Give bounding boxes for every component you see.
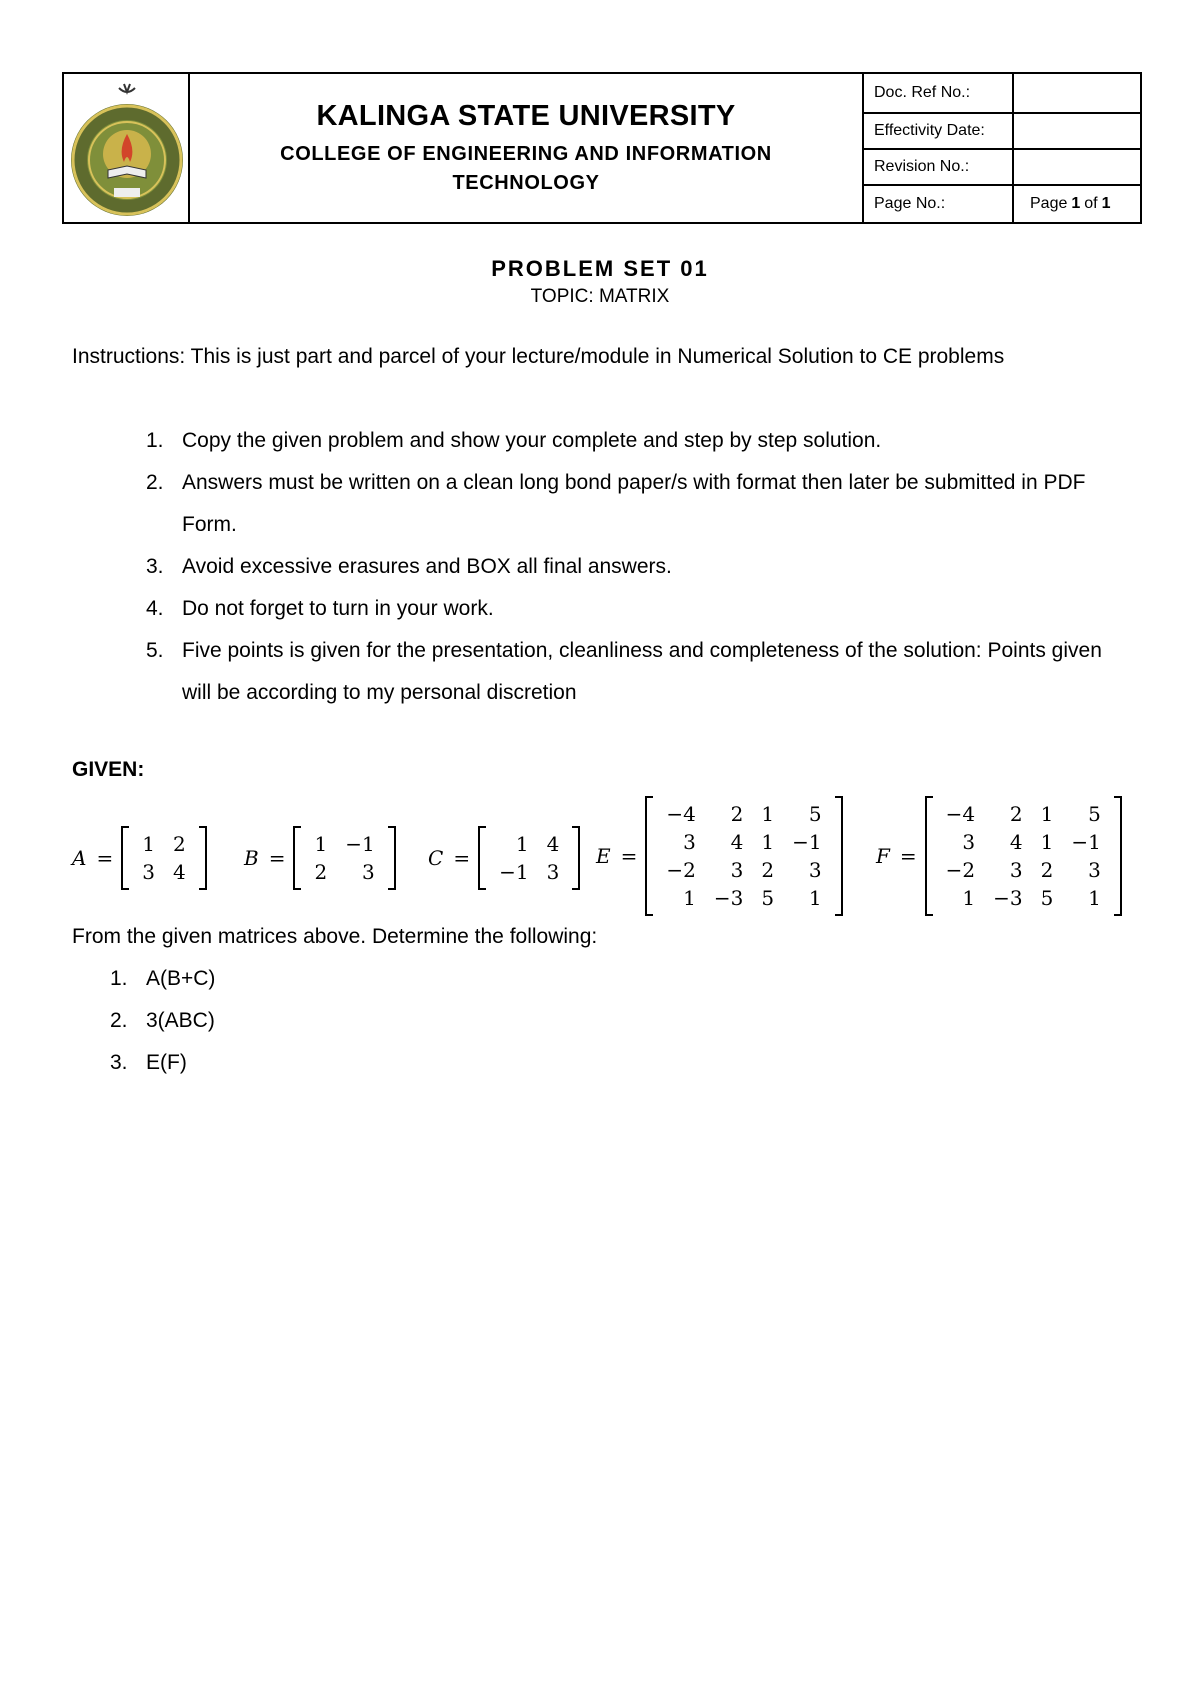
page-word: Page (1030, 195, 1068, 212)
matrix-cell: 2 (1040, 858, 1054, 882)
logo-cell (64, 74, 190, 222)
matrix-grid (937, 800, 1110, 912)
matrix-cell: −1 (1071, 830, 1101, 854)
matrix-cell: 1 (1040, 802, 1054, 826)
matrix-cell: 1 (808, 886, 822, 910)
doc-ref-value (1014, 74, 1140, 112)
matrix-cell: −4 (666, 802, 696, 826)
matrix-cell: 1 (515, 832, 529, 856)
matrix-cell: −2 (945, 858, 976, 882)
matrix-row (133, 830, 194, 858)
matrix-cell: 3 (808, 858, 822, 882)
matrix-brackets (925, 796, 1122, 916)
matrix-cell: 3 (142, 860, 155, 884)
equals-sign: = (620, 844, 638, 868)
matrix-label: B (244, 846, 259, 870)
equals-sign: = (268, 846, 286, 870)
matrix-row (305, 830, 383, 858)
matrix-cell: 2 (172, 832, 186, 856)
document-meta-table (864, 74, 1140, 222)
equals-sign: = (899, 844, 917, 868)
page-value (1014, 186, 1140, 222)
matrix-label: E (596, 844, 611, 868)
matrix-brackets (293, 826, 395, 890)
matrix-row (657, 856, 830, 884)
matrix-row (490, 858, 568, 886)
matrix-brackets (121, 826, 206, 890)
given-label: GIVEN: (72, 758, 145, 781)
matrix-brackets (645, 796, 842, 916)
matrix-cell: 4 (172, 860, 186, 884)
matrix-brackets (478, 826, 580, 890)
equals-sign: = (96, 846, 114, 870)
matrix-label: C (428, 846, 444, 870)
matrix-cell: 3 (683, 830, 696, 854)
matrix-cell: 2 (314, 860, 328, 884)
revision-label: Revision No.: (864, 150, 1014, 184)
page-total: 1 (1101, 195, 1111, 212)
page-current: 1 (1071, 195, 1081, 212)
matrix-c (428, 826, 580, 890)
matrix-b (244, 826, 396, 890)
matrix-cell: 1 (761, 802, 775, 826)
list-item: 3. E(F) (110, 1051, 187, 1074)
matrix-f (876, 796, 1122, 916)
list-item: 5. Five points is given for the presentation, cleanliness and completeness of the solution: Points given will be according to my personal discretion (146, 639, 1102, 704)
matrix-row (937, 884, 1110, 912)
matrix-cell: 3 (962, 830, 976, 854)
matrix-cell: −3 (993, 886, 1023, 910)
university-seal-logo (64, 74, 190, 222)
matrix-row (937, 828, 1110, 856)
university-name: KALINGA STATE UNIVERSITY (316, 100, 736, 132)
document-header (62, 72, 1142, 224)
matrix-row (657, 828, 830, 856)
matrix-cell: 3 (546, 860, 560, 884)
problem-set-title: PROBLEM SET 01 (491, 256, 709, 281)
matrix-cell: 3 (1009, 858, 1023, 882)
matrix-row (133, 858, 194, 886)
equals-sign: = (453, 846, 471, 870)
revision-value (1014, 150, 1140, 184)
list-item: 1. A(B+C) (110, 967, 216, 990)
title-cell (190, 74, 864, 222)
matrix-cell: 4 (730, 830, 744, 854)
matrix-cell: 1 (683, 886, 696, 910)
matrix-cell: 1 (962, 886, 976, 910)
matrix-row (490, 830, 568, 858)
matrix-grid (490, 830, 568, 886)
matrix-cell: 2 (730, 802, 744, 826)
meta-row-effectivity (864, 114, 1140, 150)
matrix-cell: 5 (1088, 802, 1101, 826)
page-of: of (1084, 195, 1098, 212)
list-item: 4. Do not forget to turn in your work. (146, 597, 494, 620)
matrix-cell: −1 (345, 832, 375, 856)
matrix-cell: −2 (666, 858, 696, 882)
matrix-label: A (72, 846, 87, 870)
question-prompt: From the given matrices above. Determine the following: (72, 925, 598, 948)
matrix-cell: 1 (761, 830, 775, 854)
matrix-row (937, 800, 1110, 828)
matrix-cell: 5 (1040, 886, 1054, 910)
matrix-cell: 3 (361, 860, 375, 884)
matrix-label: F (876, 844, 890, 868)
matrix-a (72, 826, 207, 890)
list-item: 2. Answers must be written on a clean long bond paper/s with format then later be submitted in PDF Form. (146, 471, 1086, 536)
matrix-cell: 2 (1009, 802, 1023, 826)
matrix-cell: 4 (546, 832, 560, 856)
matrix-grid (657, 800, 830, 912)
college-name: COLLEGE OF ENGINEERING AND INFORMATION TECHNOLOGY (280, 143, 772, 194)
matrix-grid (305, 830, 383, 886)
instructions-paragraph: Instructions: This is just part and parcel of your lecture/module in Numerical Solution to CE problems (72, 345, 1005, 368)
matrix-row (657, 800, 830, 828)
matrix-row (305, 858, 383, 886)
page-label: Page No.: (864, 186, 1014, 222)
matrix-grid (133, 830, 194, 886)
matrix-cell: 1 (314, 832, 328, 856)
meta-row-page (864, 186, 1140, 222)
matrix-cell: 3 (730, 858, 744, 882)
task-list (110, 958, 710, 1084)
matrix-cell: 1 (142, 832, 155, 856)
list-item: 2. 3(ABC) (110, 1009, 215, 1032)
meta-row-revision (864, 150, 1140, 186)
matrix-cell: −4 (945, 802, 976, 826)
effectivity-label: Effectivity Date: (864, 114, 1014, 148)
matrix-cell: −3 (713, 886, 744, 910)
meta-row-doc-ref (864, 74, 1140, 114)
matrix-row (657, 884, 830, 912)
list-item: 1. Copy the given problem and show your complete and step by step solution. (146, 429, 882, 452)
matrix-row (937, 856, 1110, 884)
matrix-cell: −1 (499, 860, 529, 884)
matrix-cell: 5 (808, 802, 822, 826)
matrix-cell: −1 (792, 830, 822, 854)
effectivity-value (1014, 114, 1140, 148)
list-item: 3. Avoid excessive erasures and BOX all final answers. (146, 555, 672, 578)
matrix-cell: 5 (761, 886, 775, 910)
doc-ref-label: Doc. Ref No.: (864, 74, 1014, 112)
instruction-list (146, 420, 1126, 714)
matrix-cell: 3 (1088, 858, 1101, 882)
matrix-e (596, 796, 843, 916)
matrix-cell: 1 (1040, 830, 1054, 854)
matrix-cell: 2 (761, 858, 775, 882)
topic-line: TOPIC: MATRIX (530, 286, 670, 307)
matrix-cell: 4 (1009, 830, 1023, 854)
matrix-cell: 1 (1088, 886, 1101, 910)
